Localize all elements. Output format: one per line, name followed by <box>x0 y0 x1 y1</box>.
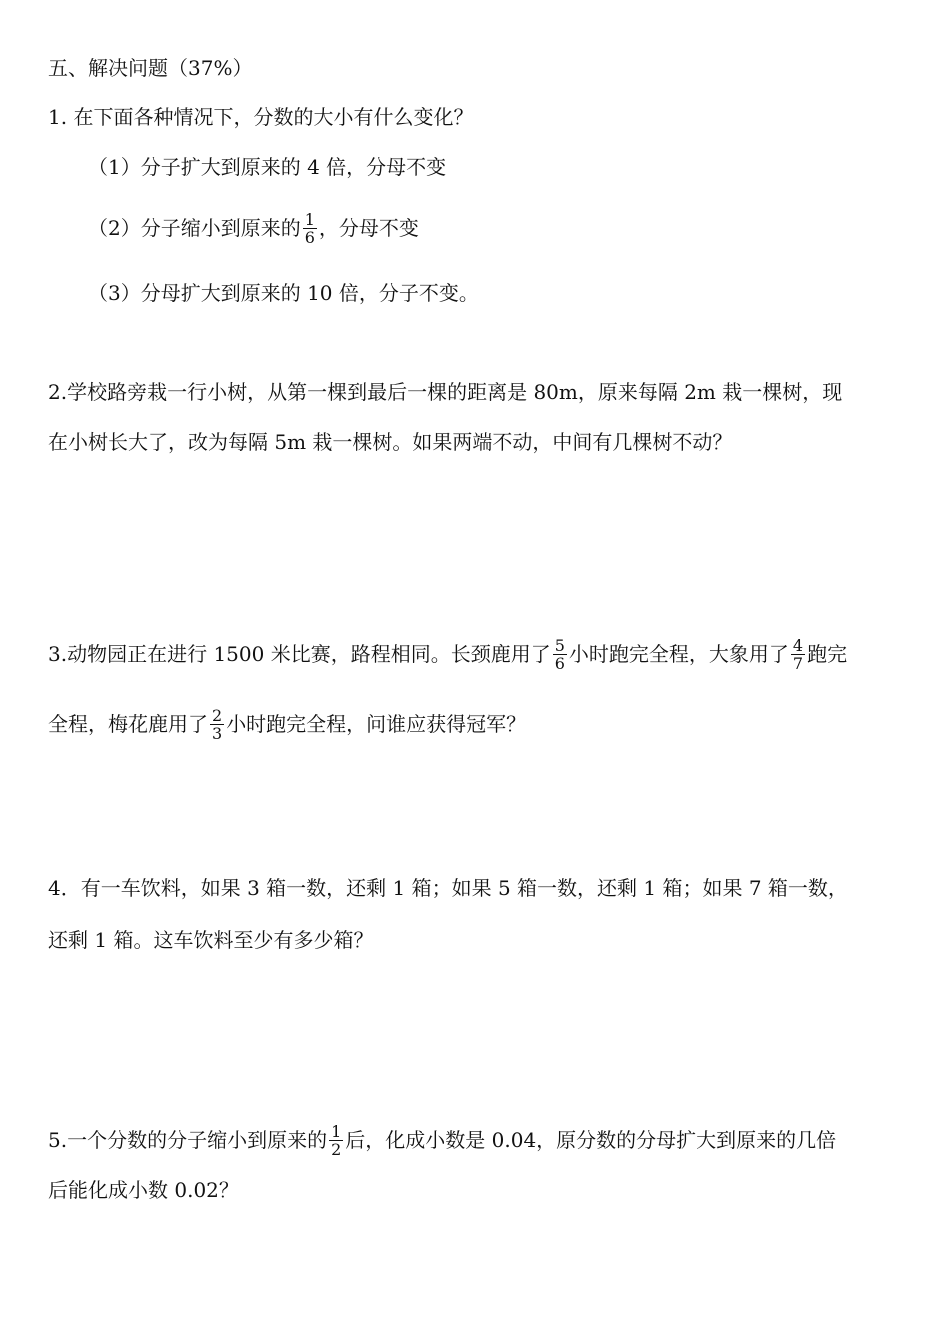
question-1-item-2 <box>88 212 906 247</box>
question-3-line-1 <box>48 638 906 673</box>
fraction-numerator: 1 <box>331 1122 342 1141</box>
fraction-denominator: 2 <box>331 1140 342 1159</box>
question-1-item-1: （1）分子扩大到原来的 4 倍，分母不变 <box>88 155 447 179</box>
fraction-denominator: 6 <box>554 654 565 673</box>
question-4-line-1: 4．有一车饮料，如果 3 箱一数，还剩 1 箱；如果 5 箱一数，还剩 1 箱；如果 7 箱一数， <box>48 876 848 900</box>
question-3-text-c: 跑完 <box>807 642 848 666</box>
fraction-numerator: 4 <box>792 636 804 655</box>
fraction <box>791 637 805 672</box>
question-1-item-3: （3）分母扩大到原来的 10 倍，分子不变。 <box>88 281 479 305</box>
fraction-denominator: 6 <box>304 228 315 247</box>
question-3-line-2 <box>48 708 906 743</box>
question-3-text-a: 3.动物园正在进行 1500 米比赛，路程相同。长颈鹿用了 <box>48 642 551 666</box>
question-2-line-2: 在小树长大了，改为每隔 5m 栽一棵树。如果两端不动，中间有几棵树不动？ <box>48 430 733 454</box>
fraction-numerator: 5 <box>554 636 565 655</box>
question-5-text-a: 5.一个分数的分子缩小到原来的 <box>48 1128 328 1152</box>
question-1-item-2-pre: （2）分子缩小到原来的 <box>88 216 301 240</box>
fraction-numerator: 1 <box>304 210 315 229</box>
question-5-text-b: 后，化成小数是 0.04，原分数的分母扩大到原来的几倍 <box>345 1128 837 1152</box>
question-1-item-2-post: ，分母不变 <box>318 216 419 240</box>
section-title: 五、解决问题（37%） <box>48 56 253 80</box>
question-1-stem: 1. 在下面各种情况下，分数的大小有什么变化？ <box>48 105 474 129</box>
question-3-text-d: 全程，梅花鹿用了 <box>48 712 208 736</box>
fraction <box>553 637 567 672</box>
question-3-text-b: 小时跑完全程，大象用了 <box>568 642 789 666</box>
question-3-text-e: 小时跑完全程，问谁应获得冠军？ <box>226 712 527 736</box>
fraction-numerator: 2 <box>212 706 223 725</box>
question-5-line-1 <box>48 1124 906 1159</box>
fraction <box>303 211 317 246</box>
fraction-denominator: 3 <box>212 724 223 743</box>
question-2-line-1: 2.学校路旁栽一行小树，从第一棵到最后一棵的距离是 80m，原来每隔 2m 栽一棵树，现 <box>48 380 843 404</box>
question-5-line-2: 后能化成小数 0.02？ <box>48 1178 239 1202</box>
fraction-denominator: 7 <box>792 654 804 673</box>
fraction <box>329 1123 343 1158</box>
question-4-line-2: 还剩 1 箱。这车饮料至少有多少箱？ <box>48 928 374 952</box>
fraction <box>210 707 224 742</box>
